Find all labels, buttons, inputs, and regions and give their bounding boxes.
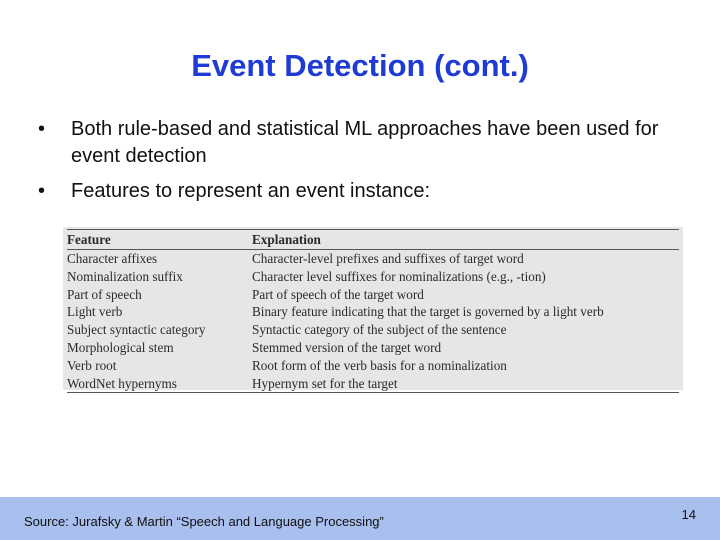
footer-bar: [0, 497, 720, 540]
explanation-cell: Syntactic category of the subject of the sentence: [252, 322, 507, 338]
column-header-feature: Feature: [67, 230, 252, 250]
explanation-cell: Character level suffixes for nominalizations (e.g., -tion): [252, 268, 546, 284]
explanation-cell: Hypernym set for the target: [252, 375, 679, 393]
explanation-cell: Part of speech of the target word: [252, 286, 424, 302]
feature-cell: Part of speech: [67, 286, 142, 302]
page-number: 14: [681, 507, 696, 522]
explanation-cell: Binary feature indicating that the target is governed by a light verb: [252, 304, 604, 320]
explanation-cell: Root form of the verb basis for a nominalization: [252, 357, 507, 373]
source-citation: Source: Jurafsky & Martin “Speech and Language Processing”: [24, 514, 384, 529]
table-row: [67, 321, 679, 339]
bullet-item: [38, 116, 678, 170]
explanation-cell: Stemmed version of the target word: [252, 339, 442, 355]
bullet-text: Features to represent an event instance:: [71, 180, 431, 202]
bullet-marker: •: [38, 180, 46, 202]
feature-table-image: [63, 227, 683, 390]
table-row: [67, 250, 679, 268]
bullet-item: [38, 178, 678, 205]
explanation-cell: Character-level prefixes and suffixes of target word: [252, 251, 524, 266]
feature-cell: Character affixes: [67, 251, 158, 266]
feature-cell: Morphological stem: [67, 339, 174, 355]
feature-cell: WordNet hypernyms: [67, 375, 252, 393]
bullet-list: [38, 116, 678, 213]
table-row: [67, 339, 679, 357]
feature-cell: Light verb: [67, 304, 123, 320]
table-row: [67, 375, 679, 393]
feature-table: [67, 229, 679, 393]
table-row: [67, 268, 679, 286]
table-row: [67, 357, 679, 375]
column-header-explanation: Explanation: [252, 230, 679, 250]
table-row: [67, 286, 679, 304]
feature-cell: Subject syntactic category: [67, 322, 206, 338]
feature-cell: Nominalization suffix: [67, 268, 183, 284]
slide-title: Event Detection (cont.): [191, 48, 529, 83]
table-row: [67, 303, 679, 321]
feature-cell: Verb root: [67, 357, 117, 373]
bullet-marker: •: [38, 118, 46, 140]
bullet-text: Both rule-based and statistical ML approaches have been used for event detection: [71, 118, 659, 167]
table-header-row: [67, 230, 679, 250]
